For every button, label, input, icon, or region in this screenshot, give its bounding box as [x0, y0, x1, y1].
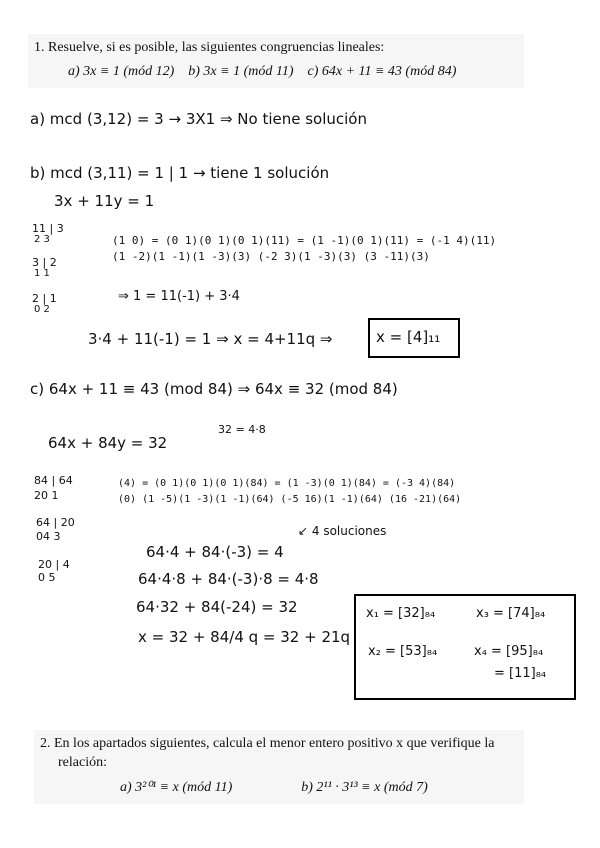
- work-c-solutions-note: ↙ 4 soluciones: [298, 524, 387, 538]
- work-c-step-3: 64·32 + 84(-24) = 32: [136, 598, 298, 616]
- answer-c-x3: x₃ = [74]₈₄: [476, 606, 546, 621]
- problem-2-statement-line-2: relación:: [58, 755, 107, 770]
- work-b-division-2: 3 | 2: [32, 256, 57, 269]
- problem-2-block: [34, 730, 524, 804]
- problem-2-a: a) 3²⁰¹ ≡ x (mód 11): [120, 780, 233, 795]
- work-b-check: 3·4 + 11(-1) = 1 ⇒ x = 4+11q ⇒: [88, 330, 333, 348]
- work-c-step-4: x = 32 + 84/4 q = 32 + 21q: [138, 628, 351, 646]
- problem-1-statement: Resuelve, si es posible, las siguientes congruencias lineales:: [48, 40, 385, 55]
- work-c-division-2b: 04 3: [36, 530, 61, 543]
- work-b-equation: 3x + 11y = 1: [54, 192, 155, 210]
- answer-c-x1: x₁ = [32]₈₄: [366, 606, 436, 621]
- answer-c-x4-reduced: = [11]₈₄: [494, 666, 547, 681]
- work-c-matrix-row-1: (4) = (0 1)(0 1)(0 1)(84) = (1 -3)(0 1)(84) = (-3 4)(84): [118, 478, 456, 489]
- work-c-equation: 64x + 84y = 32: [48, 434, 168, 452]
- work-b-matrix-row-1: (1 0) = (0 1)(0 1)(0 1)(11) = (1 -1)(0 1)(11) = (-1 4)(11): [112, 234, 497, 247]
- problem-1-c: c) 64x + 11 ≡ 43 (mód 84): [307, 64, 457, 79]
- problem-2-statement-line-1: En los apartados siguientes, calcula el menor entero positivo x que verifique la: [54, 736, 495, 751]
- problem-1-number: 1.: [34, 40, 45, 55]
- problem-1-a: a) 3x ≡ 1 (mód 12): [68, 64, 175, 79]
- answer-b-text: x = [4]₁₁: [376, 328, 441, 346]
- work-c-note: 32 = 4·8: [218, 423, 266, 436]
- work-c-division-3: 20 | 4: [38, 558, 70, 571]
- answer-c-x2: x₂ = [53]₈₄: [368, 644, 438, 659]
- work-c-line: c) 64x + 11 ≡ 43 (mod 84) ⇒ 64x ≡ 32 (mod 84): [30, 380, 398, 398]
- work-b-division-2b: 1 1: [34, 268, 50, 279]
- problem-1-block: [28, 34, 524, 88]
- answer-b-box: [368, 318, 460, 358]
- problem-2-b: b) 2¹¹ · 3¹³ ≡ x (mód 7): [301, 780, 428, 795]
- work-c-division-1b: 20 1: [34, 489, 59, 502]
- answer-c-x4: x₄ = [95]₈₄: [474, 644, 544, 659]
- work-c-step-1: 64·4 + 84·(-3) = 4: [146, 543, 284, 561]
- answer-c-box: [354, 594, 576, 700]
- work-c-division-3b: 0 5: [38, 571, 56, 584]
- work-c-step-2: 64·4·8 + 84·(-3)·8 = 4·8: [138, 570, 319, 588]
- work-b-division-1: 11 | 3: [32, 222, 64, 235]
- work-b-division-3: 2 | 1: [32, 292, 57, 305]
- work-b-matrix-row-2: (1 -2)(1 -1)(1 -3)(3) (-2 3)(1 -3)(3) (3 -11)(3): [112, 250, 430, 263]
- work-a-line: a) mcd (3,12) = 3 → 3X1 ⇒ No tiene solución: [30, 110, 367, 128]
- work-b-result: ⇒ 1 = 11(-1) + 3·4: [118, 289, 240, 304]
- work-b-division-3b: 0 2: [34, 304, 50, 315]
- work-c-division-1: 84 | 64: [34, 474, 73, 487]
- problem-1-b: b) 3x ≡ 1 (mód 11): [188, 64, 294, 79]
- work-b-division-1b: 2 3: [34, 234, 50, 245]
- work-c-matrix-row-2: (0) (1 -5)(1 -3)(1 -1)(64) (-5 16)(1 -1)(64) (16 -21)(64): [118, 494, 462, 505]
- work-b-line: b) mcd (3,11) = 1 | 1 → tiene 1 solución: [30, 164, 330, 182]
- problem-2-number: 2.: [40, 736, 51, 751]
- work-c-division-2: 64 | 20: [36, 516, 75, 529]
